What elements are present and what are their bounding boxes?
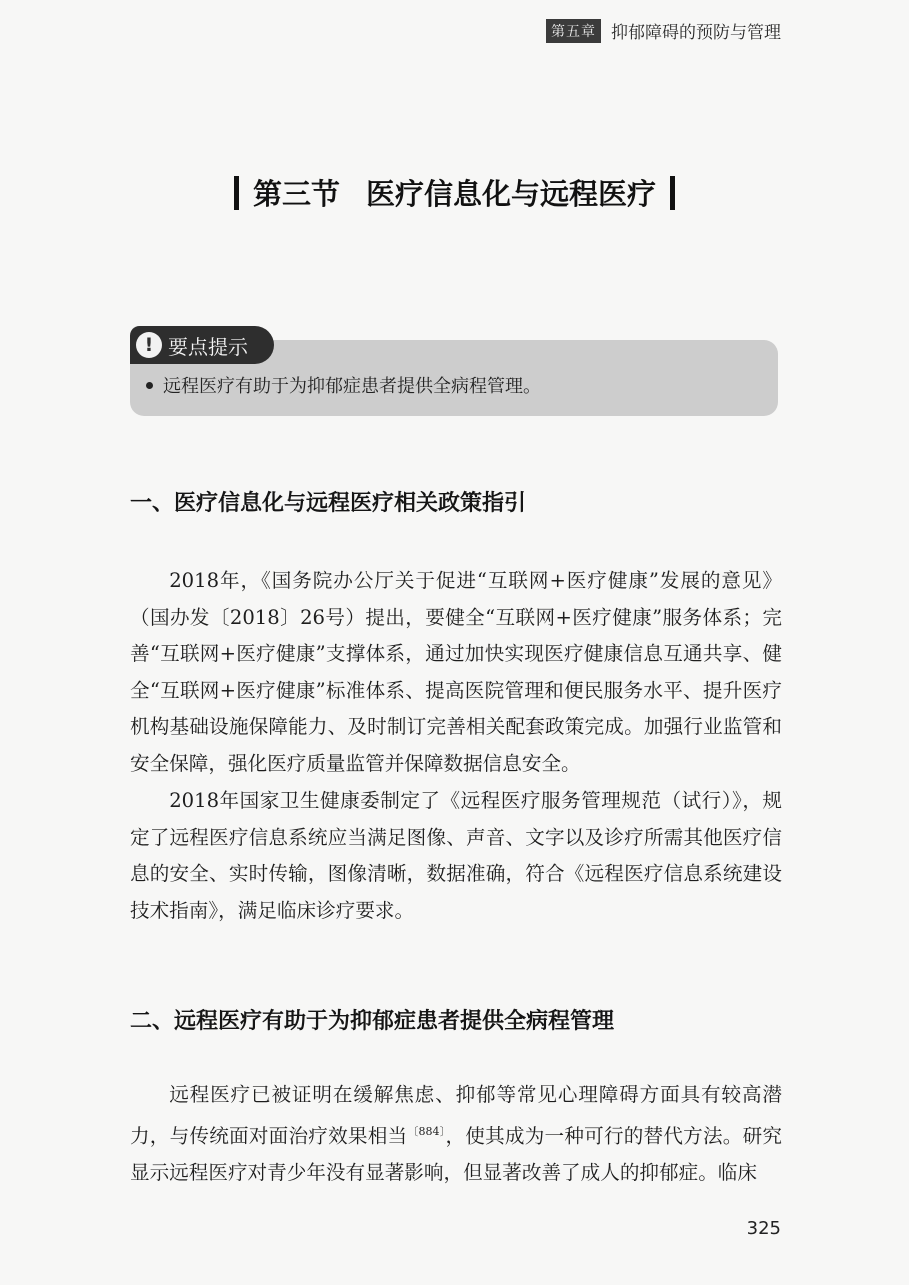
section-number: 第三节 bbox=[252, 177, 340, 211]
key-points-tag bbox=[130, 326, 274, 364]
exclamation-icon: ! bbox=[136, 332, 162, 358]
title-bar-right bbox=[670, 176, 675, 210]
title-bar-left bbox=[234, 176, 239, 210]
page-number: 325 bbox=[746, 1218, 781, 1239]
key-point-item bbox=[146, 372, 541, 398]
key-points-label: 要点提示 bbox=[168, 334, 248, 359]
section-title bbox=[0, 172, 909, 213]
subsection-2-heading: 二、远程医疗有助于为抑郁症患者提供全病程管理 bbox=[130, 1009, 615, 1034]
section-name: 医疗信息化与远程医疗 bbox=[366, 177, 657, 211]
bullet-icon bbox=[146, 382, 153, 389]
paragraph-text-part-1: 远程医疗已被证明在缓解焦虑、抑郁等常见心理障碍方面具有较高潜力，与传统面对面治疗效果相当 bbox=[130, 1083, 782, 1148]
chapter-badge: 第五章 bbox=[546, 19, 601, 43]
subsection-1-heading: 一、医疗信息化与远程医疗相关政策指引 bbox=[130, 491, 527, 516]
running-header bbox=[546, 18, 781, 43]
paragraph-policy-2018: 2018年，《国务院办公厅关于促进“互联网+医疗健康”发展的意见》（国办发〔2018〕26号）提出，要健全“互联网+医疗健康”服务体系；完善“互联网+医疗健康”支撑体系，通过加快实现医疗健康信息互通共享、健全“互联网+医疗健康”标准体系、提高医院管理和便民服务水平、提升医疗机构基础设施保障能力、及时制订完善相关配套政策完成。加强行业监管和安全保障，强化医疗质量监管并保障数据信息安全。 bbox=[130, 569, 782, 775]
chapter-title: 抑郁障碍的预防与管理 bbox=[611, 23, 781, 43]
paragraph-telemedicine-regulation: 2018年国家卫生健康委制定了《远程医疗服务管理规范（试行）》，规定了远程医疗信息系统应当满足图像、声音、文字以及诊疗所需其他医疗信息的安全、实时传输，图像清晰，数据准确，符合《远程医疗信息系统建设技术指南》，满足临床诊疗要求。 bbox=[130, 789, 782, 922]
paragraph-text-part-2: ，使其成为一种可行的替代方法。研究显示远程医疗对青少年没有显著影响，但显著改善了成人的抑郁症。临床 bbox=[130, 1124, 783, 1184]
paragraph-telemedicine-evidence bbox=[130, 1077, 782, 1191]
key-point-text: 远程医疗有助于为抑郁症患者提供全病程管理。 bbox=[163, 376, 541, 397]
reference-citation: 〔884〕 bbox=[407, 1124, 446, 1138]
